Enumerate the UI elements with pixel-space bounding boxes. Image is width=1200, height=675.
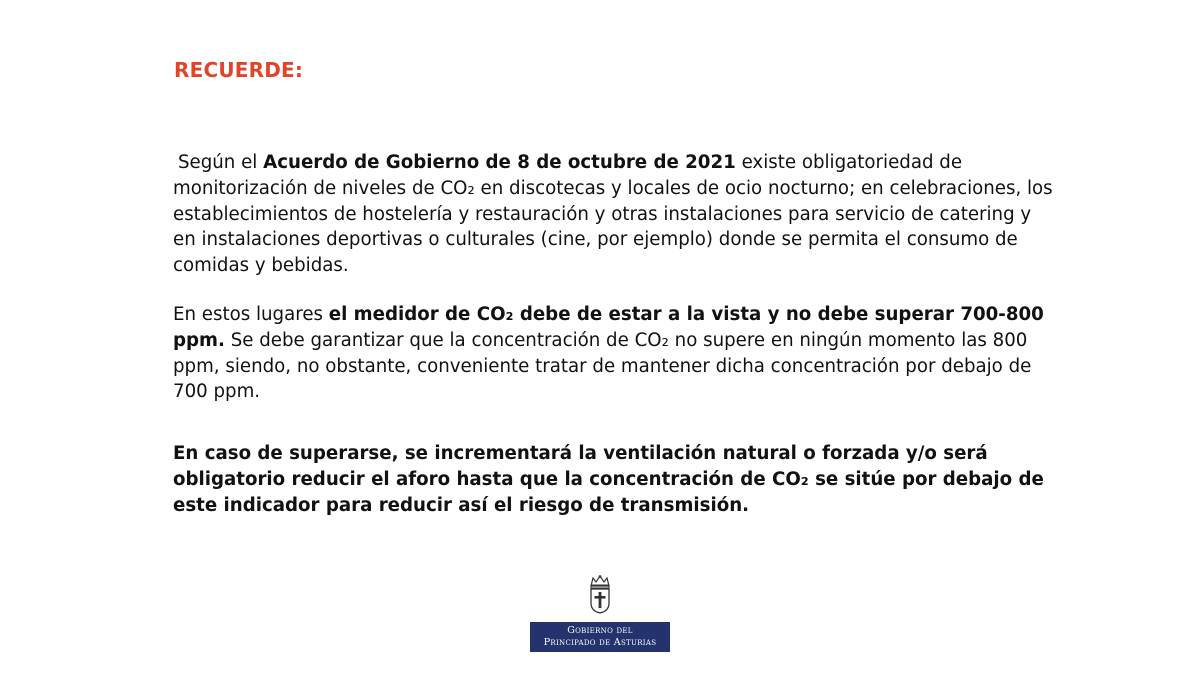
acuerdo-reference: Acuerdo de Gobierno de 8 de octubre de 2021 [263,152,736,173]
medidor-requirement: el medidor de CO₂ debe de estar a la vista y no debe superar 700-800 ppm. [173,304,1044,351]
paragraph-superarse: En caso de superarse, se incrementará la ventilación natural o forzada y/o será obligatorio reducir el aforo hasta que la concentración de CO₂ se sitúe por debajo de este indicador para reducir así el riesgo de transmisión. [173,443,1044,516]
paragraph-medidor [173,302,1053,405]
paragraph-acuerdo-intro: Según el [178,152,264,173]
logo-line-2: Principado de Asturias [543,637,657,648]
paragraph-acuerdo-body: existe obligatoriedad de monitorización de niveles de CO₂ en discotecas y locales de ocio nocturno; en celebraciones, los establecimientos de hostelería y restauración y otras instalaciones para servicio de catering y en instalaciones deportivas o culturales (cine, por ejemplo) donde se permita el consumo de comidas y bebidas. [173,152,1053,277]
gobierno-asturias-logo [530,574,670,652]
paragraph-acuerdo [173,150,1053,279]
logo-label-box [530,622,670,652]
paragraph-medidor-intro: En estos lugares [173,304,329,325]
heading-recuerde: RECUERDE: [174,58,304,82]
paragraph-medidor-body: Se debe garantizar que la concentración de CO₂ no supere en ningún momento las 800 ppm, siendo, no obstante, conveniente tratar de mantener dicha concentración por debajo de 700 ppm. [173,329,1032,403]
logo-line-1: Gobierno del [567,625,633,636]
crown-crest-icon [586,574,614,614]
